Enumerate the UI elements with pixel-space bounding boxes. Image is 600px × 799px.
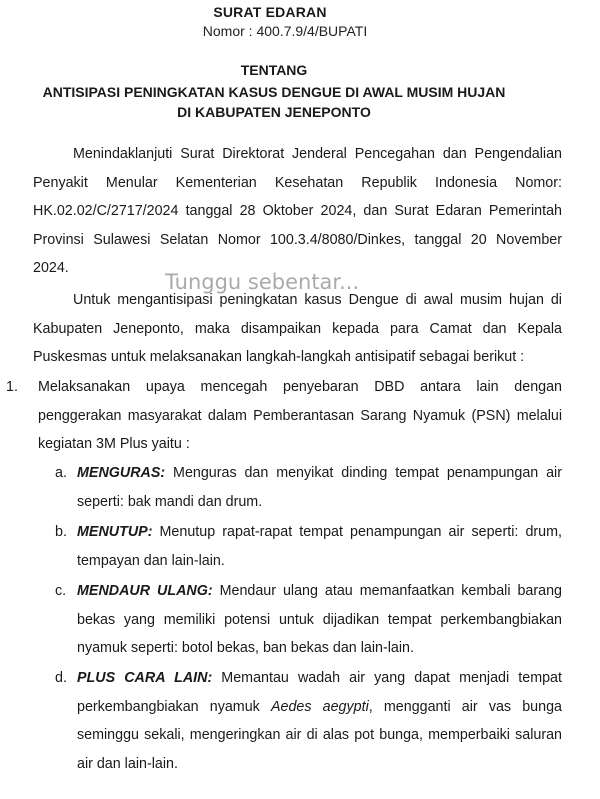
sub-item-d-species: Aedes aegypti: [270, 698, 369, 715]
sub-item-letter-c: c.: [55, 583, 67, 599]
body-paragraph-2: Untuk mengantisipasi peningkatan kasus Dengue di awal musim hujan di Kabupaten Jeneponto, maka disampaikan kepada para Camat dan Kepala Puskesmas untuk melaksanakan langkah-langkah antisipatif sebagai berikut :: [33, 292, 562, 365]
sub-item-letter-d: d.: [55, 670, 67, 686]
sub-item-a-term: MENGURAS:: [77, 465, 166, 481]
sub-item-d-text-after: , mengganti air vas bunga seminggu sekali, mengeringkan air di alas pot bunga, memperbaiki saluran air dan lain-lain.: [77, 698, 562, 772]
body-paragraph-1: Menindaklanjuti Surat Direktorat Jenderal Pencegahan dan Pengendalian Penyakit Menular Kementerian Kesehatan Republik Indonesia Nomor: HK.02.02/C/2717/2024 tanggal 28 Oktober 2024, dan Surat Edaran Pemerintah Provinsi Sulawesi Selatan Nomor 100.3.4/8080/Dinkes, tanggal 20 November 2024.: [33, 146, 562, 276]
sub-item-c-term: MENDAUR ULANG:: [77, 583, 213, 599]
sub-item-a-text: Menguras dan menyikat dinding tempat penampungan air seperti: bak mandi dan drum.: [77, 465, 562, 510]
sub-item-d-term: PLUS CARA LAIN:: [77, 670, 213, 686]
sub-item-b-term: MENUTUP:: [77, 524, 153, 540]
subject-line-1: ANTISIPASI PENINGKATAN KASUS DENGUE DI AWAL MUSIM HUJAN: [42, 84, 506, 100]
sub-item-b: [77, 518, 562, 575]
document-number: Nomor : 400.7.9/4/BUPATI: [202, 23, 368, 39]
sub-item-letter-a: a.: [55, 465, 67, 481]
list-item-1: Melaksanakan upaya mencegah penyebaran DBD antara lain dengan penggerakan masyarakat dalam Pemberantasan Sarang Nyamuk (PSN) melalui kegiatan 3M Plus yaitu :: [38, 379, 562, 452]
sub-item-b-text: Menutup rapat-rapat tempat penampungan air seperti: drum, tempayan dan lain-lain.: [77, 524, 562, 569]
sub-item-a: [77, 459, 562, 516]
sub-item-d: [77, 664, 562, 778]
sub-item-c: [77, 577, 562, 663]
loading-overlay-text: Tunggu sebentar...: [165, 270, 360, 294]
list-number-1: 1.: [6, 379, 18, 395]
sub-item-letter-b: b.: [55, 524, 67, 540]
subject-line-2: DI KABUPATEN JENEPONTO: [177, 104, 371, 120]
sub-item-d-text-before: Memantau wadah air yang dapat menjadi tempat perkembangbiakan nyamuk: [77, 670, 562, 715]
subject-heading: [0, 82, 548, 122]
document-title: SURAT EDARAN: [213, 4, 327, 20]
sub-item-c-text: Mendaur ulang atau memanfaatkan kembali barang bekas yang memiliki potensi untuk dijadikan tempat perkembangbiakan nyamuk seperti: botol bekas, ban bekas dan lain-lain.: [77, 583, 562, 656]
subject-label: TENTANG: [240, 62, 308, 78]
